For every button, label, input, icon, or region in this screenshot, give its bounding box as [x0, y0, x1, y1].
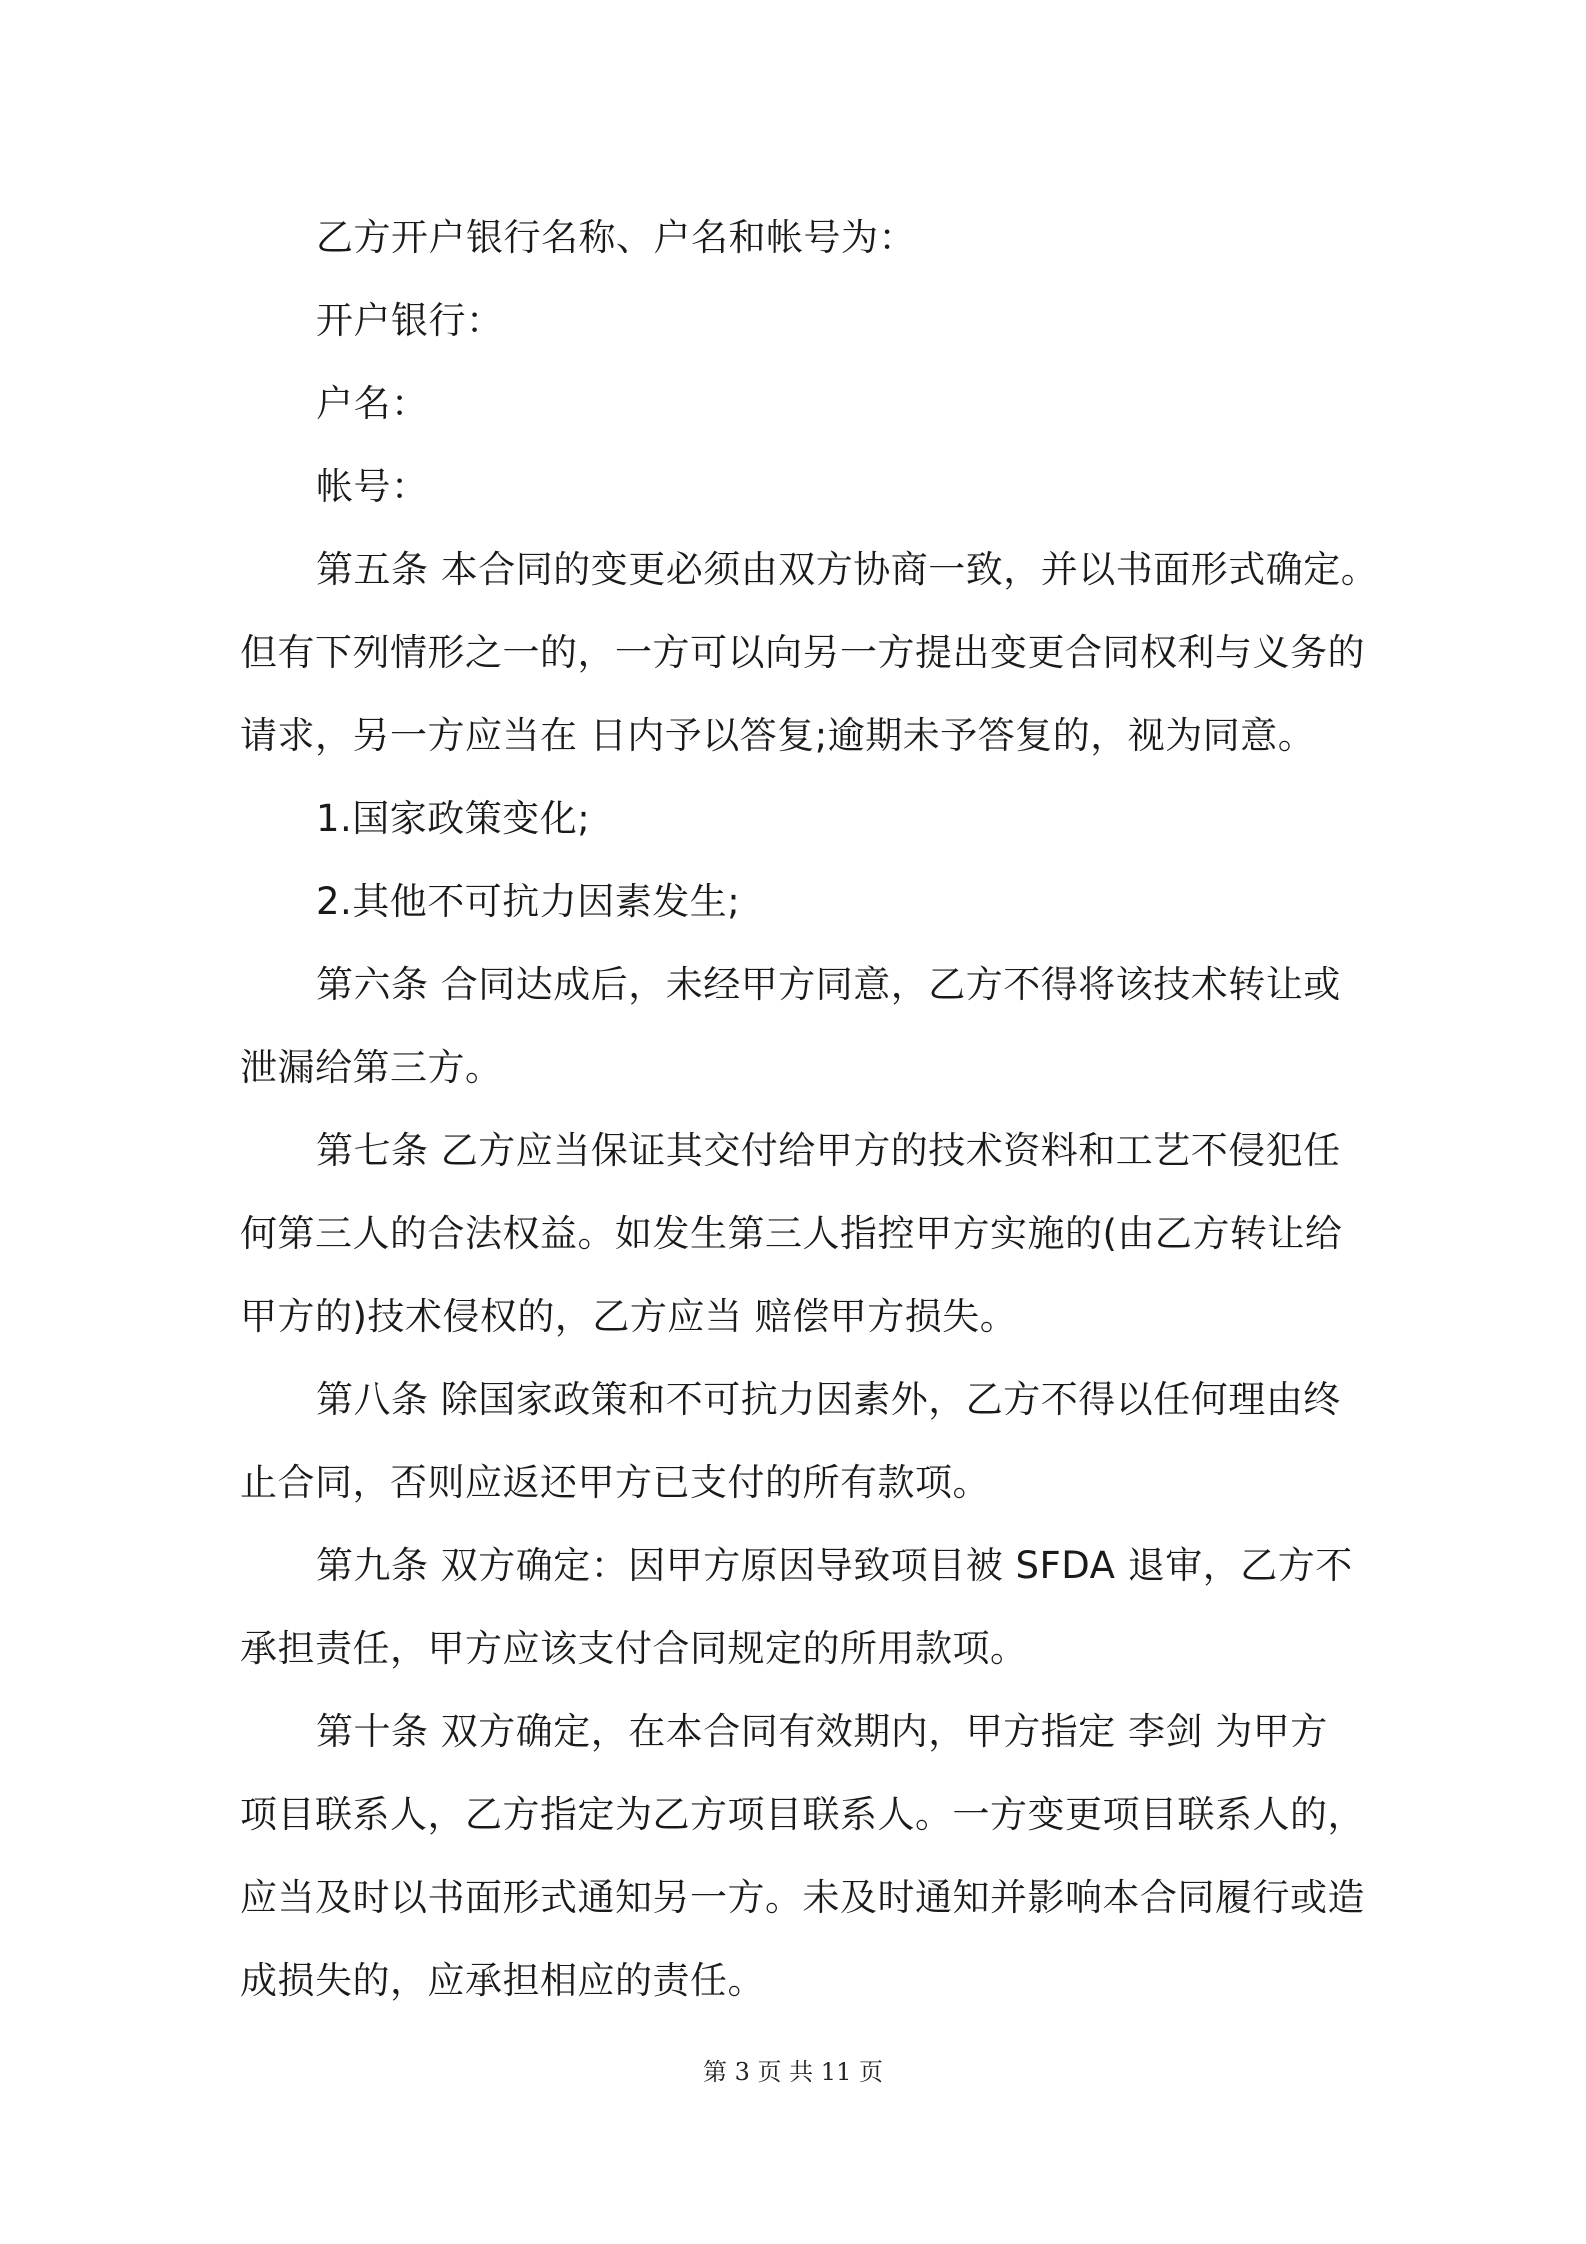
text-line: 第五条 本合同的变更必须由双方协商一致，并以书面形式确定。	[316, 548, 1379, 591]
text-line: 户名：	[316, 382, 429, 425]
text-line: 应当及时以书面形式通知另一方。未及时通知并影响本合同履行或造	[240, 1876, 1365, 1919]
text-line: 第八条 除国家政策和不可抗力因素外，乙方不得以任何理由终	[316, 1378, 1341, 1421]
text-line: 但有下列情形之一的，一方可以向另一方提出变更合同权利与义务的	[240, 631, 1365, 674]
text-line: 请求，另一方应当在 日内予以答复;逾期未予答复的，视为同意。	[240, 714, 1316, 757]
text-line: 1.国家政策变化;	[316, 797, 591, 840]
text-line: 第九条 双方确定：因甲方原因导致项目被 SFDA 退审，乙方不	[316, 1544, 1353, 1587]
text-line: 泄漏给第三方。	[240, 1046, 503, 1089]
text-line: 项目联系人，乙方指定为乙方项目联系人。一方变更项目联系人的，	[240, 1793, 1365, 1836]
text-line: 承担责任，甲方应该支付合同规定的所用款项。	[240, 1627, 1028, 1670]
text-line: 甲方的)技术侵权的，乙方应当 赔偿甲方损失。	[240, 1295, 1018, 1338]
text-line: 第十条 双方确定，在本合同有效期内，甲方指定 李剑 为甲方	[316, 1710, 1328, 1753]
page-number-footer: 第 3 页 共 11 页	[703, 2058, 883, 2086]
contract-body	[240, 196, 1379, 2022]
text-line: 乙方开户银行名称、户名和帐号为：	[316, 216, 916, 259]
text-line: 成损失的，应承担相应的责任。	[240, 1959, 765, 2002]
text-line: 止合同，否则应返还甲方已支付的所有款项。	[240, 1461, 990, 1504]
text-line: 开户银行：	[316, 299, 504, 342]
text-line: 第六条 合同达成后，未经甲方同意，乙方不得将该技术转让或	[316, 963, 1341, 1006]
text-line: 第七条 乙方应当保证其交付给甲方的技术资料和工艺不侵犯任	[316, 1129, 1341, 1172]
text-line: 2.其他不可抗力因素发生;	[316, 880, 741, 923]
text-line: 帐号：	[316, 465, 429, 508]
text-line: 何第三人的合法权益。如发生第三人指控甲方实施的(由乙方转让给	[240, 1212, 1343, 1255]
